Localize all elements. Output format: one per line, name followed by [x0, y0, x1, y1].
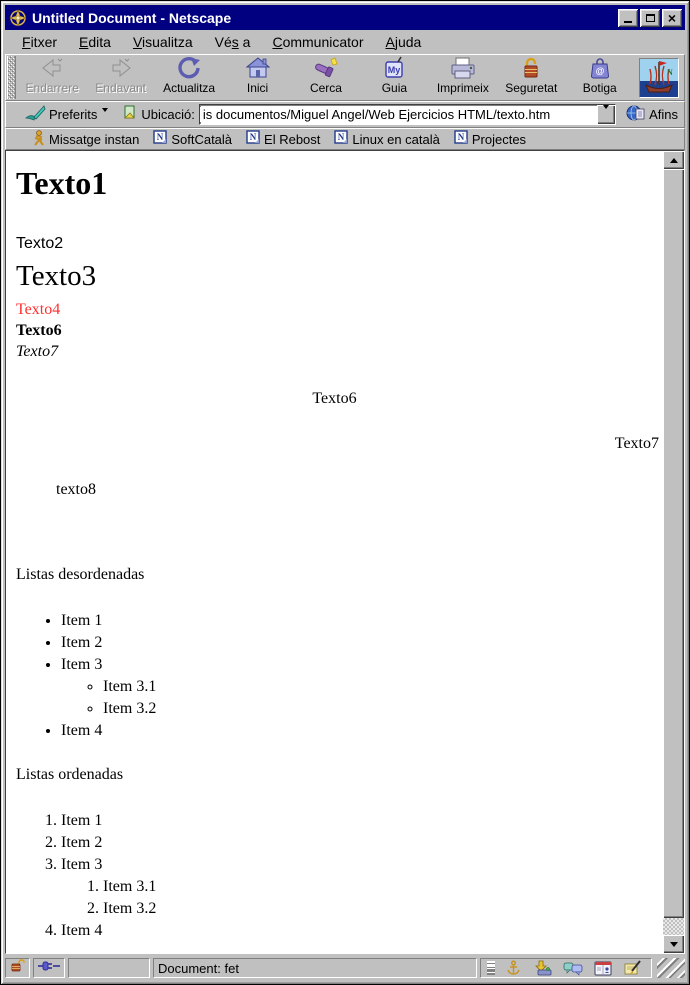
browser-viewport	[5, 150, 685, 954]
arrow-down-icon	[670, 942, 678, 947]
window-title: Untitled Document - Netscape	[32, 9, 232, 26]
reload-icon	[177, 56, 201, 80]
security-lock-icon	[519, 56, 543, 80]
menu-ves-a[interactable]: Vés a	[214, 34, 251, 50]
component-bar-handle[interactable]	[487, 961, 495, 975]
personal-item-label: Missatge instan	[49, 131, 140, 147]
list-item: 4. Item 4	[61, 920, 663, 942]
navigator-anchor-icon[interactable]	[501, 960, 525, 976]
svg-text:My: My	[388, 65, 401, 75]
nested-ordered-list	[61, 876, 663, 920]
toolbar-button-label: Actualitza	[163, 81, 216, 95]
search-button[interactable]	[292, 56, 360, 99]
shop-bag-icon	[588, 56, 612, 80]
list-item: • Item 3 ◦ Item 3.1 ◦ Item 3.2	[61, 654, 663, 720]
printer-icon	[450, 56, 476, 80]
titlebar[interactable]	[5, 5, 685, 30]
instant-message-person-icon	[31, 130, 45, 149]
menu-visualitza[interactable]: Visualitza	[132, 34, 193, 50]
toolbar-button-label: Inici	[246, 81, 269, 95]
close-icon: ×	[667, 9, 677, 26]
personal-item-label: Linux en català	[352, 131, 440, 147]
url-dropdown-button[interactable]	[597, 105, 615, 124]
scrollbar-track[interactable]	[663, 918, 684, 935]
back-button[interactable]	[18, 56, 86, 99]
menubar	[5, 30, 685, 54]
doc-line-texto4: Texto4	[16, 301, 61, 318]
status-message	[153, 958, 477, 978]
toolbar-button-label: Endarrere	[25, 81, 79, 95]
list-item: 3. Item 3 1. Item 3.1 2. Item 3.2	[61, 854, 663, 920]
discussions-icon[interactable]	[561, 960, 585, 976]
ordered-list-heading: Listas ordenadas	[16, 766, 124, 783]
doc-line-texto2: Texto2	[16, 235, 64, 252]
toolbar-button-label: Imprimeix	[436, 81, 489, 95]
shop-button[interactable]	[566, 56, 634, 99]
security-button[interactable]	[497, 56, 565, 99]
list-item: ◦ Item 3.1	[103, 676, 663, 698]
main-toolbar	[5, 54, 685, 101]
toolbar-button-label: Endavant	[95, 81, 147, 95]
arrow-up-icon	[670, 158, 678, 163]
print-button[interactable]	[429, 56, 497, 99]
svg-text:N: N	[457, 132, 465, 142]
toolbar-button-label: Seguretat	[505, 81, 558, 95]
status-text: Document: fet	[158, 960, 239, 976]
progress-meter	[68, 958, 150, 978]
bookmark-softcatala[interactable]	[146, 129, 239, 149]
security-status-button[interactable]	[5, 958, 30, 978]
svg-text:N: N	[667, 67, 673, 77]
svg-text:N: N	[338, 132, 345, 142]
close-button[interactable]	[662, 9, 682, 27]
location-bookmark-icon[interactable]	[122, 104, 137, 125]
chevron-down-icon	[603, 105, 609, 109]
list-item: 1. Item 3.1	[103, 876, 663, 898]
open-lock-icon	[10, 958, 25, 978]
netscape-page-icon	[454, 130, 468, 148]
guide-button[interactable]	[360, 56, 428, 99]
component-bar	[480, 958, 652, 978]
list-item: ◦ Item 3.2	[103, 698, 663, 720]
list-item: • Item 1	[61, 610, 663, 632]
unordered-list	[16, 610, 663, 742]
netscape-ship-logo[interactable]	[639, 58, 679, 98]
forward-button[interactable]	[86, 56, 154, 99]
minimize-button[interactable]	[618, 9, 638, 27]
list-item: 2. Item 3.2	[103, 898, 663, 920]
forward-arrow-icon	[109, 56, 133, 80]
maximize-button[interactable]	[640, 9, 660, 27]
back-arrow-icon	[40, 56, 64, 80]
composer-icon[interactable]	[621, 960, 645, 976]
doc-centered-text: Texto6	[312, 390, 357, 407]
svg-text:N: N	[249, 132, 257, 142]
menu-communicator[interactable]: Communicator	[272, 34, 364, 50]
related-label: Afins	[649, 107, 678, 122]
svg-text:@: @	[595, 66, 605, 76]
location-label: Ubicació:	[141, 107, 195, 122]
personal-toolbar	[5, 128, 685, 150]
bookmark-linux-en-catala[interactable]	[327, 129, 446, 149]
svg-text:N: N	[157, 132, 164, 142]
doc-line-texto7-italic: Texto7	[16, 343, 59, 360]
bookmarks-label: Preferits	[49, 107, 98, 122]
address-book-icon[interactable]	[591, 960, 615, 976]
netscape-page-icon	[334, 130, 348, 148]
scroll-up-button[interactable]	[663, 151, 684, 169]
menu-edita[interactable]: Edita	[79, 34, 111, 50]
list-item: 1. Item 1	[61, 810, 663, 832]
url-field-wrap	[199, 104, 616, 125]
menu-ajuda[interactable]: Ajuda	[385, 34, 422, 50]
bookmarks-icon	[24, 105, 46, 124]
maximize-icon	[646, 14, 655, 22]
online-status-button[interactable]	[33, 958, 65, 978]
url-input[interactable]	[200, 107, 597, 122]
location-toolbar	[5, 101, 685, 128]
unordered-list-heading: Listas desordenadas	[16, 566, 145, 583]
related-button[interactable]	[620, 103, 684, 126]
menu-fitxer[interactable]: Fitxer	[22, 34, 58, 50]
doc-blockquote-text: texto8	[56, 481, 96, 498]
guide-notebook-icon	[382, 56, 406, 80]
netscape-page-icon	[246, 130, 260, 148]
toolbar-grippy[interactable]	[7, 56, 16, 99]
scroll-down-button[interactable]	[663, 935, 684, 953]
home-icon	[246, 56, 270, 80]
plug-icon	[38, 959, 60, 977]
related-globe-icon	[626, 105, 646, 124]
bookmarks-button[interactable]	[18, 103, 114, 126]
personal-item-label: SoftCatalà	[171, 131, 233, 147]
doc-line-texto3: Texto3	[16, 260, 97, 292]
inbox-icon[interactable]	[531, 960, 555, 976]
document-content	[6, 151, 663, 953]
personal-item-label: El Rebost	[264, 131, 321, 147]
doc-right-aligned-text: Texto7	[614, 435, 659, 452]
nested-unordered-list	[61, 676, 663, 720]
doc-heading-texto1: Texto1	[16, 165, 108, 201]
netscape-compass-icon	[8, 8, 28, 28]
minimize-icon	[624, 21, 632, 23]
list-item: • Item 4	[61, 720, 663, 742]
search-flashlight-icon	[313, 56, 339, 80]
chevron-down-icon	[102, 108, 108, 112]
vertical-scrollbar[interactable]	[663, 151, 684, 953]
statusbar	[5, 956, 685, 980]
bookmark-projectes[interactable]	[447, 129, 533, 149]
toolbar-button-label: Guia	[381, 81, 408, 95]
doc-line-texto6-bold: Texto6	[16, 322, 62, 339]
scrollbar-thumb[interactable]	[663, 169, 684, 918]
home-button[interactable]	[223, 56, 291, 99]
personal-item-label: Projectes	[471, 131, 527, 147]
bookmark-el-rebost[interactable]	[239, 129, 327, 149]
reload-button[interactable]	[155, 56, 223, 99]
instant-message-button[interactable]	[24, 129, 146, 150]
list-item: • Item 2	[61, 632, 663, 654]
list-item: 2. Item 2	[61, 832, 663, 854]
toolbar-button-label: Botiga	[582, 81, 617, 95]
netscape-page-icon	[153, 130, 167, 148]
resize-grip[interactable]	[657, 958, 685, 978]
ordered-list	[16, 810, 663, 942]
toolbar-button-label: Cerca	[309, 81, 342, 95]
